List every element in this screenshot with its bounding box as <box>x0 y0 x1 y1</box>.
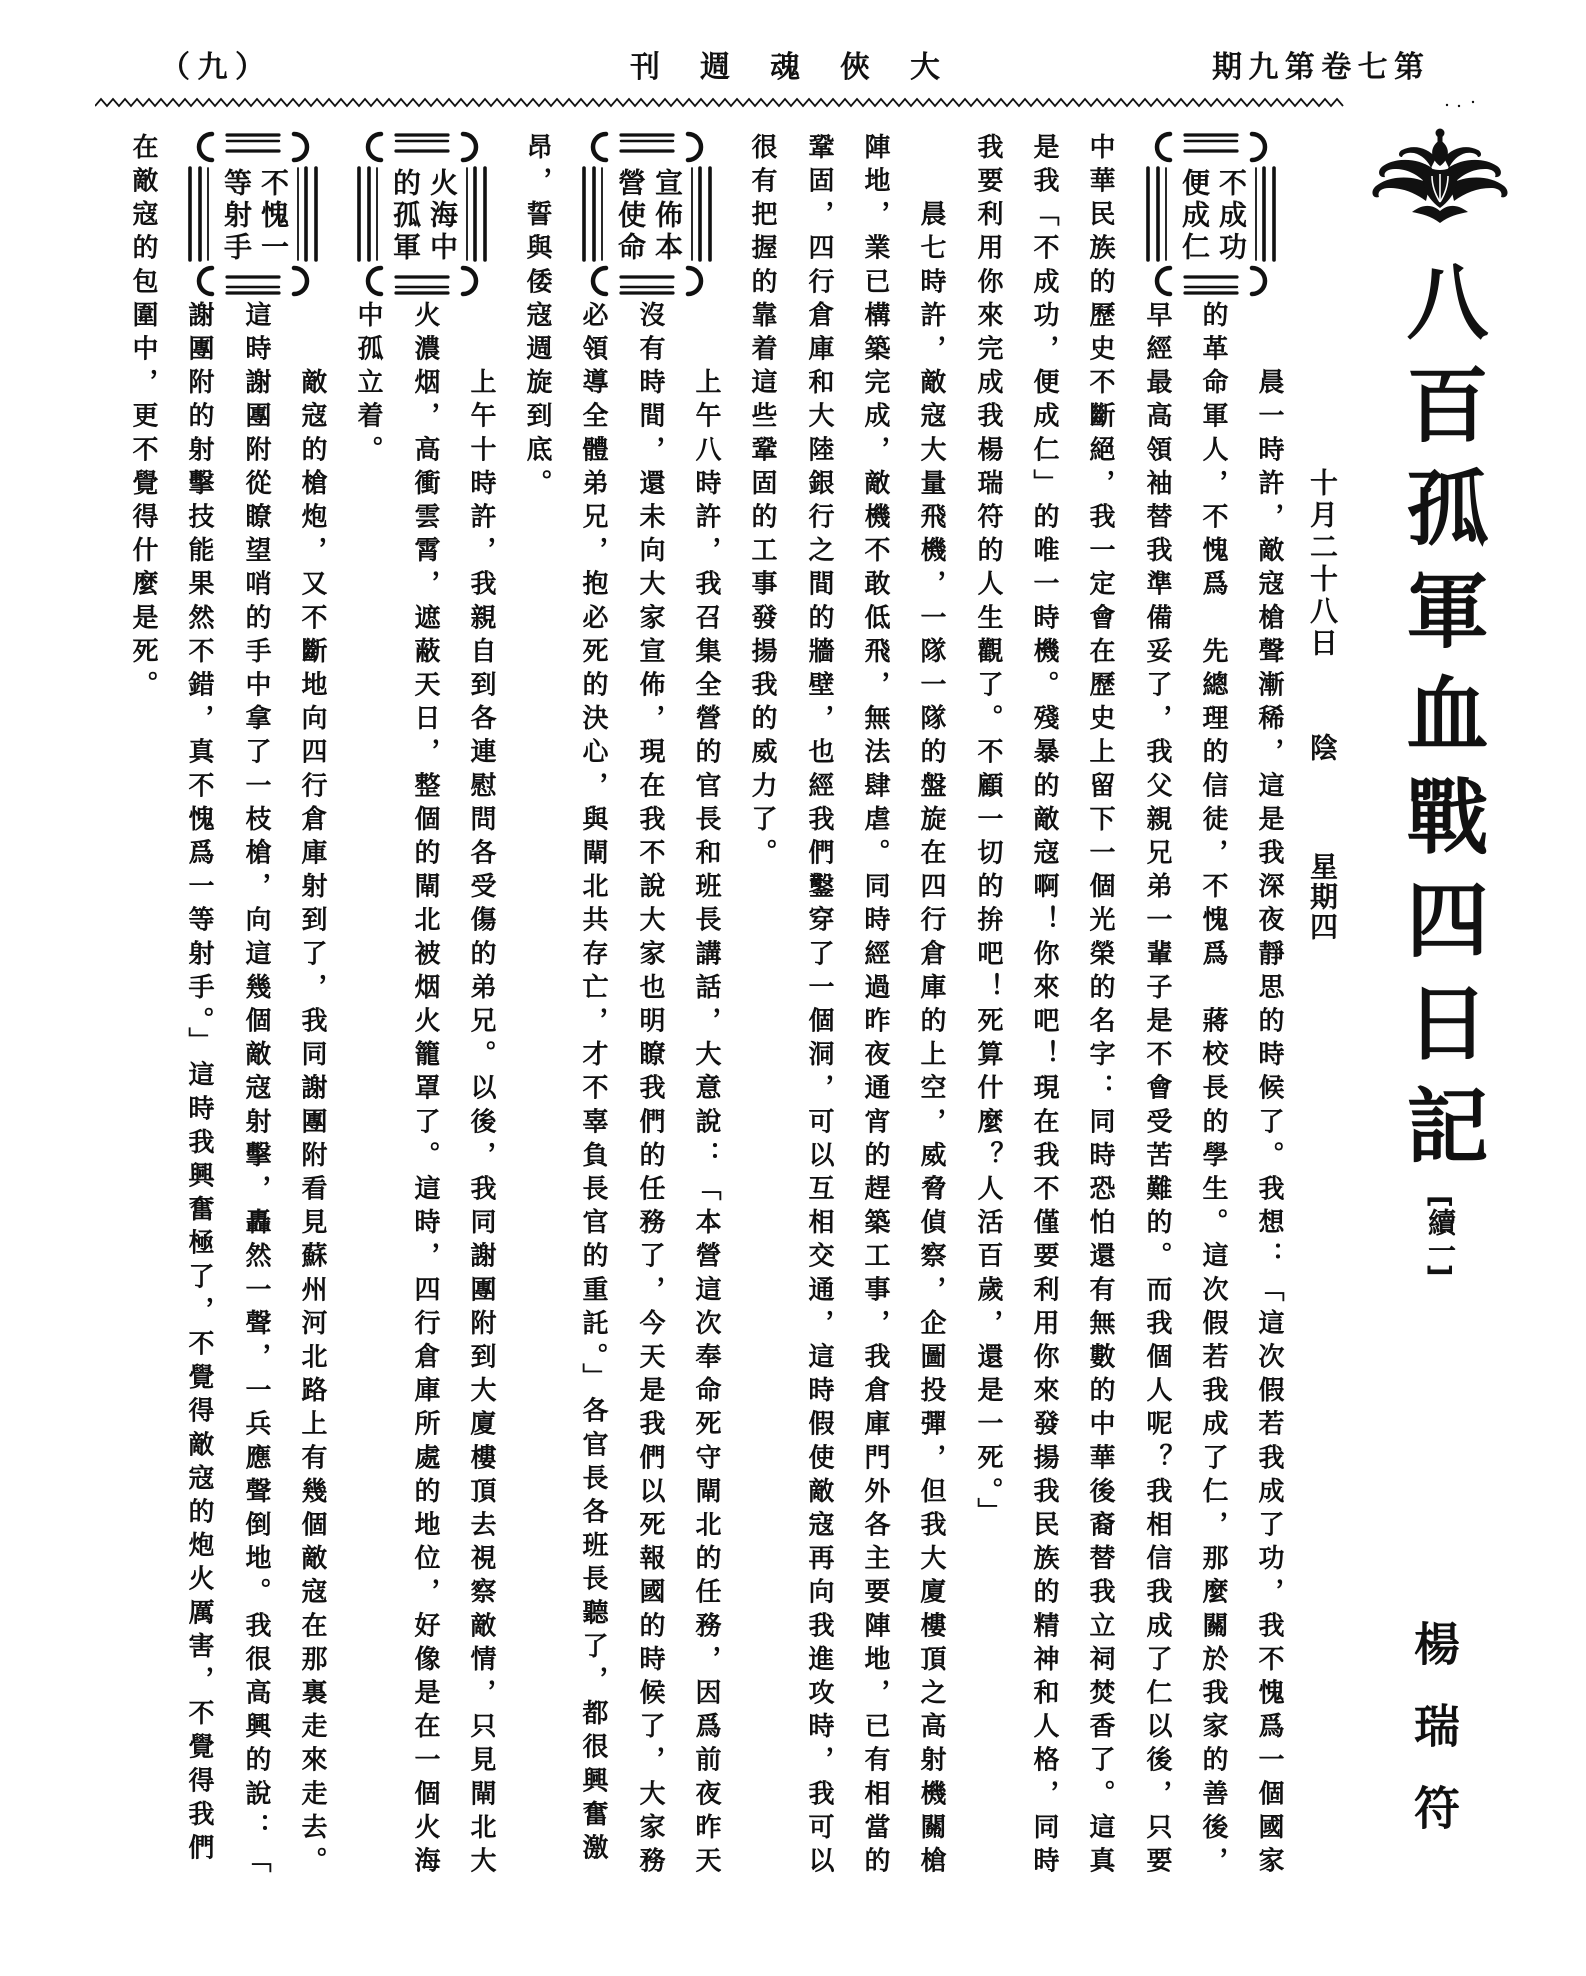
section-heading-line: 火海中 <box>426 168 459 264</box>
text-column: 很有把握的靠着這些鞏固的工事發揚我的威力了。 <box>747 133 777 873</box>
text-column: 上午八時許，我召集全營的官長和班長講話，大意說：「本營這次奉命死守閘北的任務，因爲前夜昨天 <box>691 301 721 1881</box>
text-column: 的革命軍人，不愧爲 先總理的信徒，不愧爲 蔣校長的學生。這次假若我成了仁，那麼關於我家的善後， <box>1198 301 1228 1881</box>
issue-number: 第七卷第九期 <box>1212 50 1424 85</box>
text-column: 在敵寇的包圍中，更不覺得什麼是死。 <box>128 133 158 705</box>
text-column: 陣地，業已構築完成，敵機不敢低飛，無法肆虐。同時經過昨夜通宵的趕築工事，我倉庫門外各主要陣地，已有相當的 <box>860 133 890 1881</box>
heading-frame-icon <box>1143 130 1279 298</box>
text-column: 鞏固，四行倉庫和大陸銀行之間的牆壁，也經我們鑿穿了一個洞，可以互相交通，這時假使敵寇再向我進攻時，我可以 <box>804 133 834 1881</box>
text-column: 早經最高領袖替我準備妥了，我父親兄弟一輩子是不會受苦難的。而我個人呢？我相信我成了仁以後，只要 <box>1142 301 1172 1881</box>
section-heading-line: 宣佈本 <box>651 168 684 264</box>
section-heading-line: 便成仁 <box>1178 168 1211 264</box>
section-heading-line: 營使命 <box>614 168 647 264</box>
text-column: 是我「不成功，便成仁」的唯一時機。殘暴的敵寇啊！你來吧！現在我不僅要利用你來發揚我民族的精神和人格，同時 <box>1029 133 1059 1881</box>
magazine-name: 大俠魂週刊 <box>630 50 940 85</box>
section-heading-box <box>185 130 321 298</box>
section-heading-line: 不成功 <box>1215 168 1248 264</box>
section-heading-box <box>354 130 490 298</box>
text-column: 這時謝團附從瞭望哨的手中拿了一枝槍，向這幾個敵寇射擊，轟然一聲，一兵應聲倒地。我很高興的說：「 <box>241 301 271 1881</box>
text-column: 我要利用你來完成我楊瑞符的人生觀了。不顧一切的拚吧！死算什麼？人活百歲，還是一死。」 <box>973 133 1003 1532</box>
heading-frame-icon <box>579 130 715 298</box>
diary-weekday: 星期四 <box>1306 852 1339 942</box>
section-heading-box <box>1143 130 1279 298</box>
section-heading-line: 的孤軍 <box>389 168 422 264</box>
text-column: 必領導全體弟兄，抱必死的決心，與閘北共存亡，才不辜負長官的重託。」各官長各班長聽了，都很興奮激 <box>578 301 608 1868</box>
heading-frame-icon <box>185 130 321 298</box>
text-column: 上午十時許，我親自到各連慰問各受傷的弟兄。以後，我同謝團附到大廈樓頂去視察敵情，只見閘北大 <box>466 301 496 1881</box>
article-title: 八百孤軍血戰四日記 <box>1393 259 1488 1186</box>
text-column: 沒有時間，還未向大家宣佈，現在我不說大家也明瞭我們的任務了，今天是我們以死報國的時候了，大家務 <box>635 301 665 1881</box>
text-column: 中孤立着。 <box>353 301 383 469</box>
diary-weather: 陰 <box>1306 733 1339 761</box>
text-column: 中華民族的歷史不斷絕，我一定會在歷史上留下一個光榮的名字：同時恐怕還有無數的中華後裔替我立祠焚香了。這真 <box>1085 133 1115 1881</box>
author-name: 楊瑞符 <box>1407 1620 1461 1866</box>
text-column: 火濃烟，高衝雲霄，遮蔽天日，整個的閘北被烟火籠罩了。這時，四行倉庫所處的地位，好像是在一個火海 <box>410 301 440 1881</box>
text-column: 昂，誓與倭寇週旋到底。 <box>522 133 552 503</box>
section-heading-line: 等射手 <box>220 168 253 264</box>
section-heading-box <box>579 130 715 298</box>
text-column: 晨一時許，敵寇槍聲漸稀，這是我深夜靜思的時候了。我想：「這次假若我成了功，我不愧爲一個國家 <box>1254 301 1284 1881</box>
text-column: 晨七時許，敵寇大量飛機，一隊一隊的盤旋在四行倉庫的上空，威脅偵察，企圖投彈，但我大廈樓頂之高射機關槍 <box>916 133 946 1881</box>
wavy-rule-divider <box>95 96 1480 110</box>
diary-date: 十月二十八日 <box>1306 468 1339 660</box>
text-column: 敵寇的槍炮，又不斷地向四行倉庫射到了，我同謝團附看見蘇州河北路上有幾個敵寇在那裏走來走去。 <box>297 301 327 1881</box>
section-heading-line: 不愧一 <box>257 168 290 264</box>
text-column: 謝團附的射擊技能果然不錯，真不愧爲一等射手。」這時我興奮極了，不覺得敵寇的炮火厲害，不覺得我們 <box>184 301 214 1868</box>
installment-label: [續一] <box>1424 1195 1457 1277</box>
heading-frame-icon <box>354 130 490 298</box>
page-number: （九） <box>160 50 265 85</box>
lotus-ornament-icon <box>1370 128 1510 224</box>
